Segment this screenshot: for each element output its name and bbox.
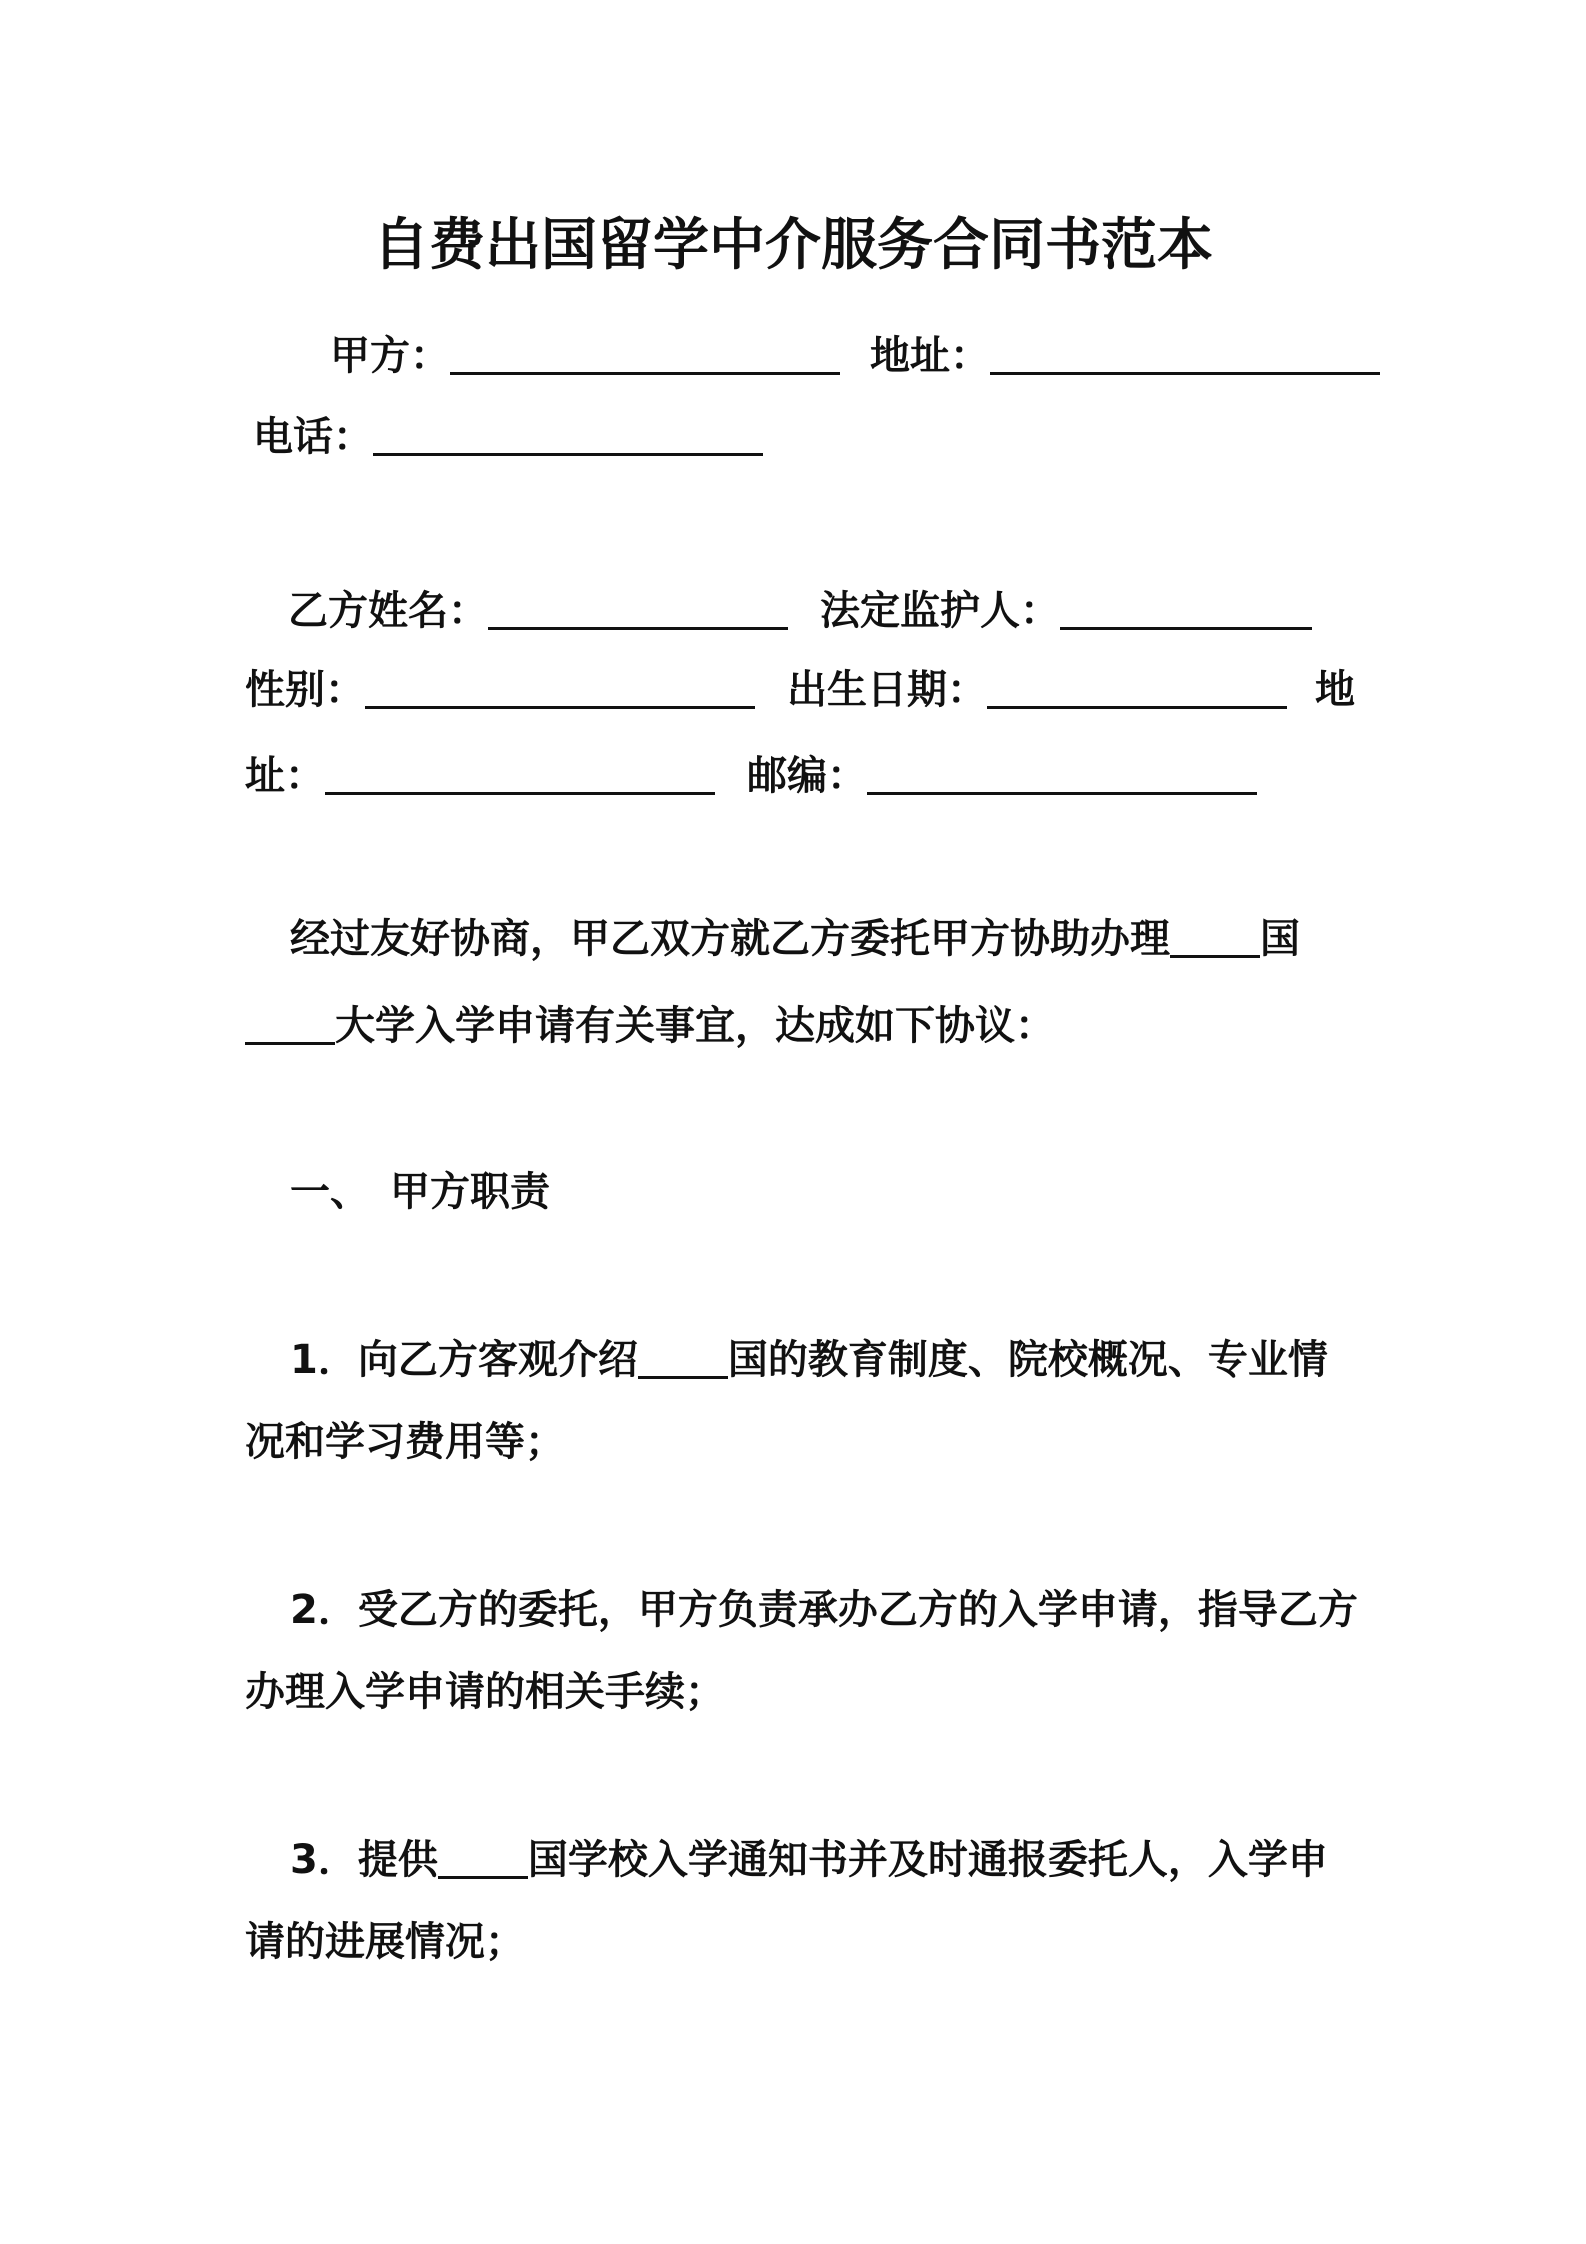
item-3-text-2: 国学校入学通知书并及时通报委托人，入学申 [527,1837,1328,1883]
party-b-address-label-part1: 地 [1315,667,1355,713]
party-b-name-blank [488,587,788,630]
item-1-line-2: 况和学习费用等； [245,1419,565,1465]
party-b-line-1 [288,587,1312,635]
party-b-birth-label: 出生日期： [787,667,987,713]
party-b-name-label: 乙方姓名： [288,588,488,634]
party-b-birth-blank [987,666,1287,709]
item-3-country-blank [438,1836,528,1879]
party-a-phone-label: 电话： [253,414,373,460]
item-3-line-1 [290,1836,1328,1884]
party-a-blank [450,332,840,375]
party-a-address-label: 地址： [870,333,990,379]
party-b-gender-blank [365,666,755,709]
intro-university-blank [245,1002,335,1045]
item-1-text-1: 1．向乙方客观介绍 [290,1337,638,1383]
party-b-guardian-label: 法定监护人： [820,588,1060,634]
item-1-line-1 [290,1336,1328,1384]
item-2-line-2: 办理入学申请的相关手续； [245,1669,725,1715]
intro-line-1 [290,915,1300,963]
intro-country-blank [1170,915,1260,958]
party-b-gender-label: 性别： [245,667,365,713]
item-3-line-2: 请的进展情况； [245,1919,525,1965]
party-b-line-2 [245,666,1355,714]
party-b-guardian-blank [1060,587,1312,630]
intro-text-2: 国 [1260,916,1300,962]
party-b-zip-blank [867,752,1257,795]
party-a-address-blank [990,332,1380,375]
party-a-line [330,332,1380,380]
party-a-phone-line [253,413,763,461]
intro-text-3: 大学入学申请有关事宜，达成如下协议： [335,1003,1055,1049]
party-b-address-blank [325,752,715,795]
party-a-label: 甲方： [330,333,450,379]
party-b-line-3 [245,752,1257,800]
party-b-zip-label: 邮编： [747,753,867,799]
item-1-country-blank [638,1336,728,1379]
party-b-address-label-part2: 址： [245,753,325,799]
party-a-phone-blank [373,413,763,456]
item-1-text-2: 国的教育制度、院校概况、专业情 [727,1337,1328,1383]
item-2-line-1: 2．受乙方的委托，甲方负责承办乙方的入学申请，指导乙方 [290,1587,1358,1633]
item-3-text-1: 3．提供 [290,1837,438,1883]
intro-line-2 [245,1002,1055,1050]
intro-text-1: 经过友好协商，甲乙双方就乙方委托甲方协助办理 [290,916,1170,962]
document-title: 自费出国留学中介服务合同书范本 [373,213,1213,278]
section-1-heading: 一、 甲方职责 [290,1169,550,1215]
